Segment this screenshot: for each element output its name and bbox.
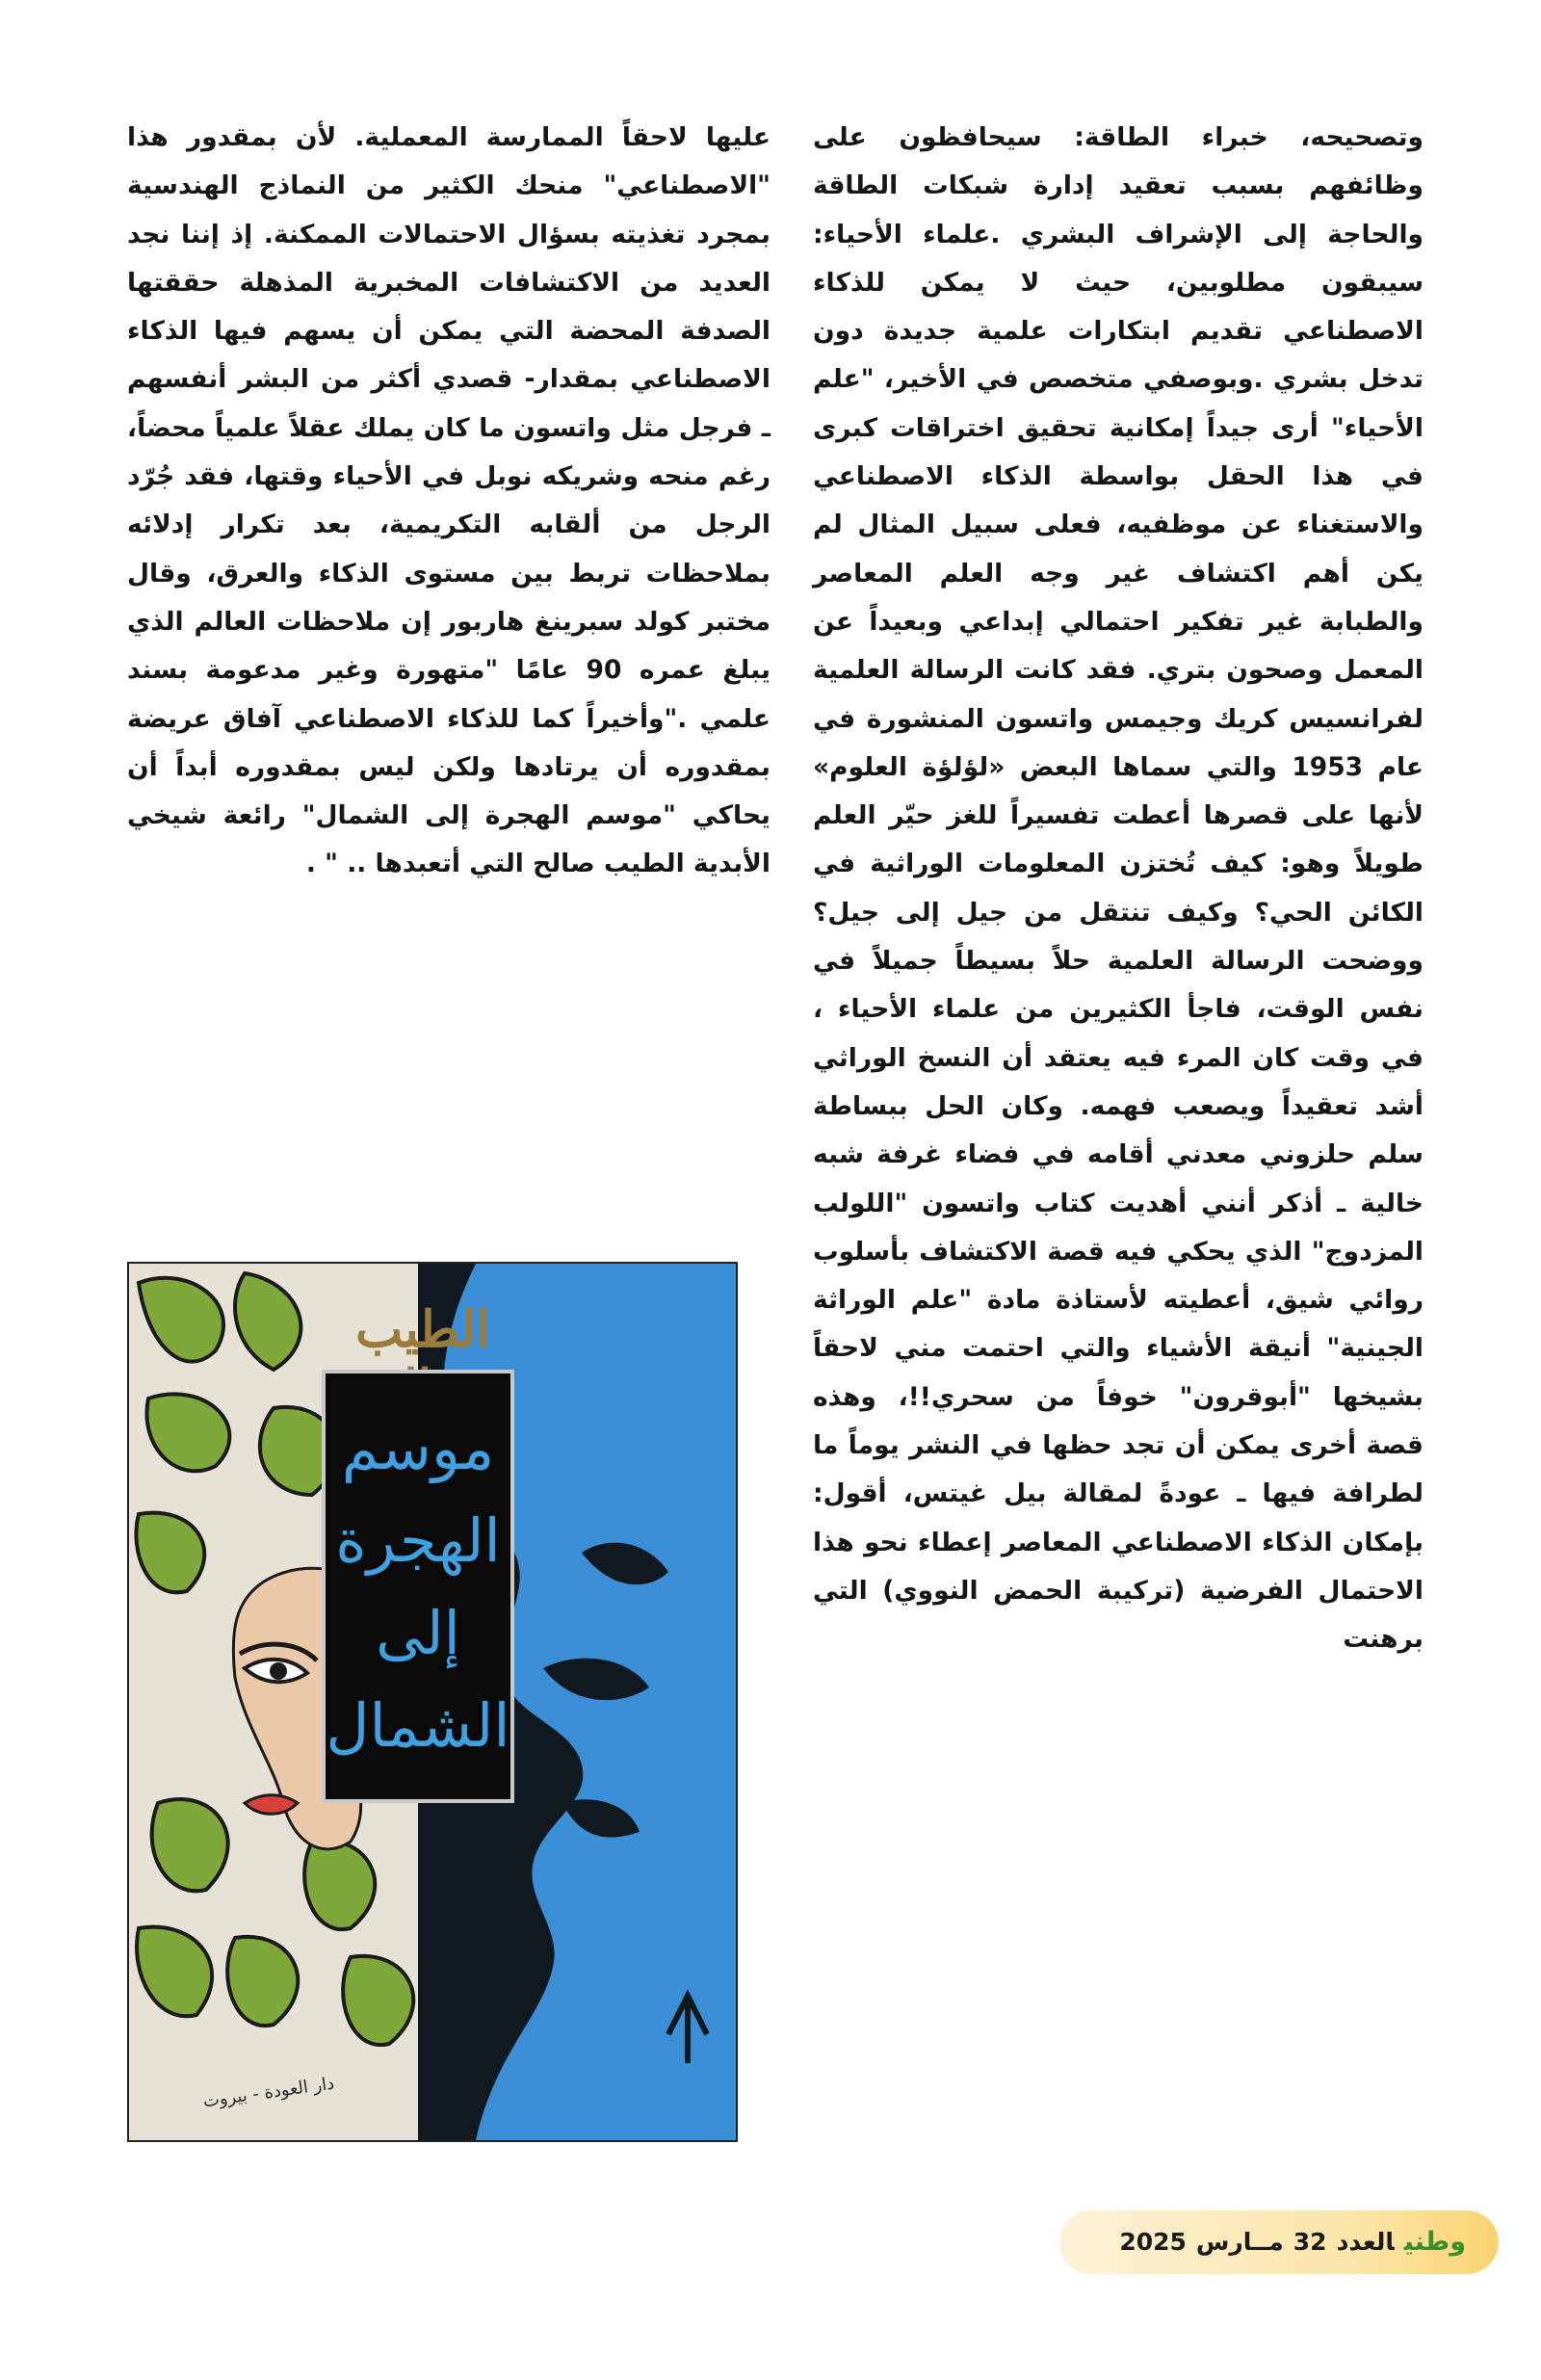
cover-publisher: دار العودة - بيروت: [201, 2073, 336, 2112]
footer-year: 2025: [1119, 2228, 1187, 2256]
footer-month: مــارس: [1195, 2228, 1284, 2256]
footer-issue-number: 32: [1293, 2228, 1327, 2256]
article-text-right: وتصحيحه، خبراء الطاقة: سيحافظون على وظائفهم بسبب تعقيد إدارة شبكات الطاقة والحاجة إلى الإشراف البشري .علماء الأحياء: سيبقون مطلوبين، حيث لا يمكن للذكاء الاصطناعي تقديم ابتكارات علمية جديدة دون تدخل بشري .وبوصفي متخصص في الأخير، "علم الأحياء" أرى جيداً إمكانية تحقيق اختراقات كبرى في هذا الحقل بواسطة الذكاء الاصطناعي والاستغناء عن موظفيه، فعلى سبيل المثال لم يكن أهم اكتشاف غير وجه العلم المعاصر والطبابة غير تفكير احتمالي إبداعي وبعيداً عن المعمل وصحون بتري. فقد كانت الرسالة العلمية لفرانسيس كريك وجيمس واتسون المنشورة في عام 1953 والتي سماها البعض «لؤلؤة العلوم» لأنها على قصرها أعطت تفسيراً للغز حيّر العلم طويلاً وهو: كيف تُختزن المعلومات الوراثية في الكائن الحي؟ وكيف تنتقل من جيل إلى جيل؟ ووضحت الرسالة العلمية حلاً بسيطاً جميلاً في نفس الوقت، فاجأ الكثيرين من علماء الأحياء ، في وقت كان المرء فيه يعتقد أن النسخ الوراثي أشد تعقيداً ويصعب فهمه. وكان الحل ببساطة سلم حلزوني معدني أقامه في فضاء غرفة شبه خالية ـ أذكر أنني أهديت كتاب واتسون "اللولب المزدوج" الذي يحكي فيه قصة الاكتشاف بأسلوب روائي شيق، أعطيته لأستاذة مادة "علم الوراثة الجينية" أنيقة الأشياء والتي احتمت مني لاحقاً بشيخها "أبوقرون" خوفاً من سحري!!، وهذه قصة أخرى يمكن أن تجد حظها في النشر يوماً ما لطرافة فيها ـ عودةً لمقالة بيل غيتس، أقول: بإمكان الذكاء الاصطناعي المعاصر إعطاء نحو هذا الاحتمال الفرضية (تركيبة الحمض النووي) التي برهنت: [813, 122, 1424, 1655]
cover-title-text: موسم الهجرة إلى الشمال: [326, 1413, 510, 1761]
footer-issue-band: [1059, 2210, 1499, 2274]
footer-issue-label: العدد: [1336, 2228, 1395, 2256]
article-column-right: [813, 114, 1423, 1664]
article-column-left: [127, 114, 770, 889]
cover-title-box: [322, 1370, 514, 1803]
footer-brand: وطني: [1403, 2227, 1466, 2257]
footer-issue-info: [1110, 2224, 1466, 2261]
cover-author-name: الطيب: [355, 1300, 490, 1359]
article-text-left: عليها لاحقاً الممارسة المعملية. لأن بمقدور هذا "الاصطناعي" منحك الكثير من النماذج الهندسية بمجرد تغذيته بسؤال الاحتمالات الممكنة. إذ إننا نجد العديد من الاكتشافات المخبرية المذهلة حققتها الصدفة المحضة التي يمكن أن يسهم فيها الذكاء الاصطناعي بمقدار- قصدي أكثر من البشر أنفسهم ـ فرجل مثل واتسون ما كان يملك عقلاً علمياً محضاً، رغم منحه وشريكه نوبل في الأحياء وقتها، فقد جُرّد الرجل من ألقابه التكريمية، بعد تكرار إدلائه بملاحظات تربط بين مستوى الذكاء والعرق، وقال مختبر كولد سبرينغ هاربور إن ملاحظات العالم الذي يبلغ عمره 90 عامًا "متهورة وغير مدعومة بسند علمي ."وأخيراً كما للذكاء الاصطناعي آفاق عريضة بمقدوره أن يرتادها ولكن ليس بمقدوره أبداً أن يحاكي "موسم الهجرة إلى الشمال" رائعة شيخي الأبدية الطيب صالح التي أتعبدها .. " .: [127, 122, 771, 879]
book-cover-image: [127, 1262, 738, 2142]
